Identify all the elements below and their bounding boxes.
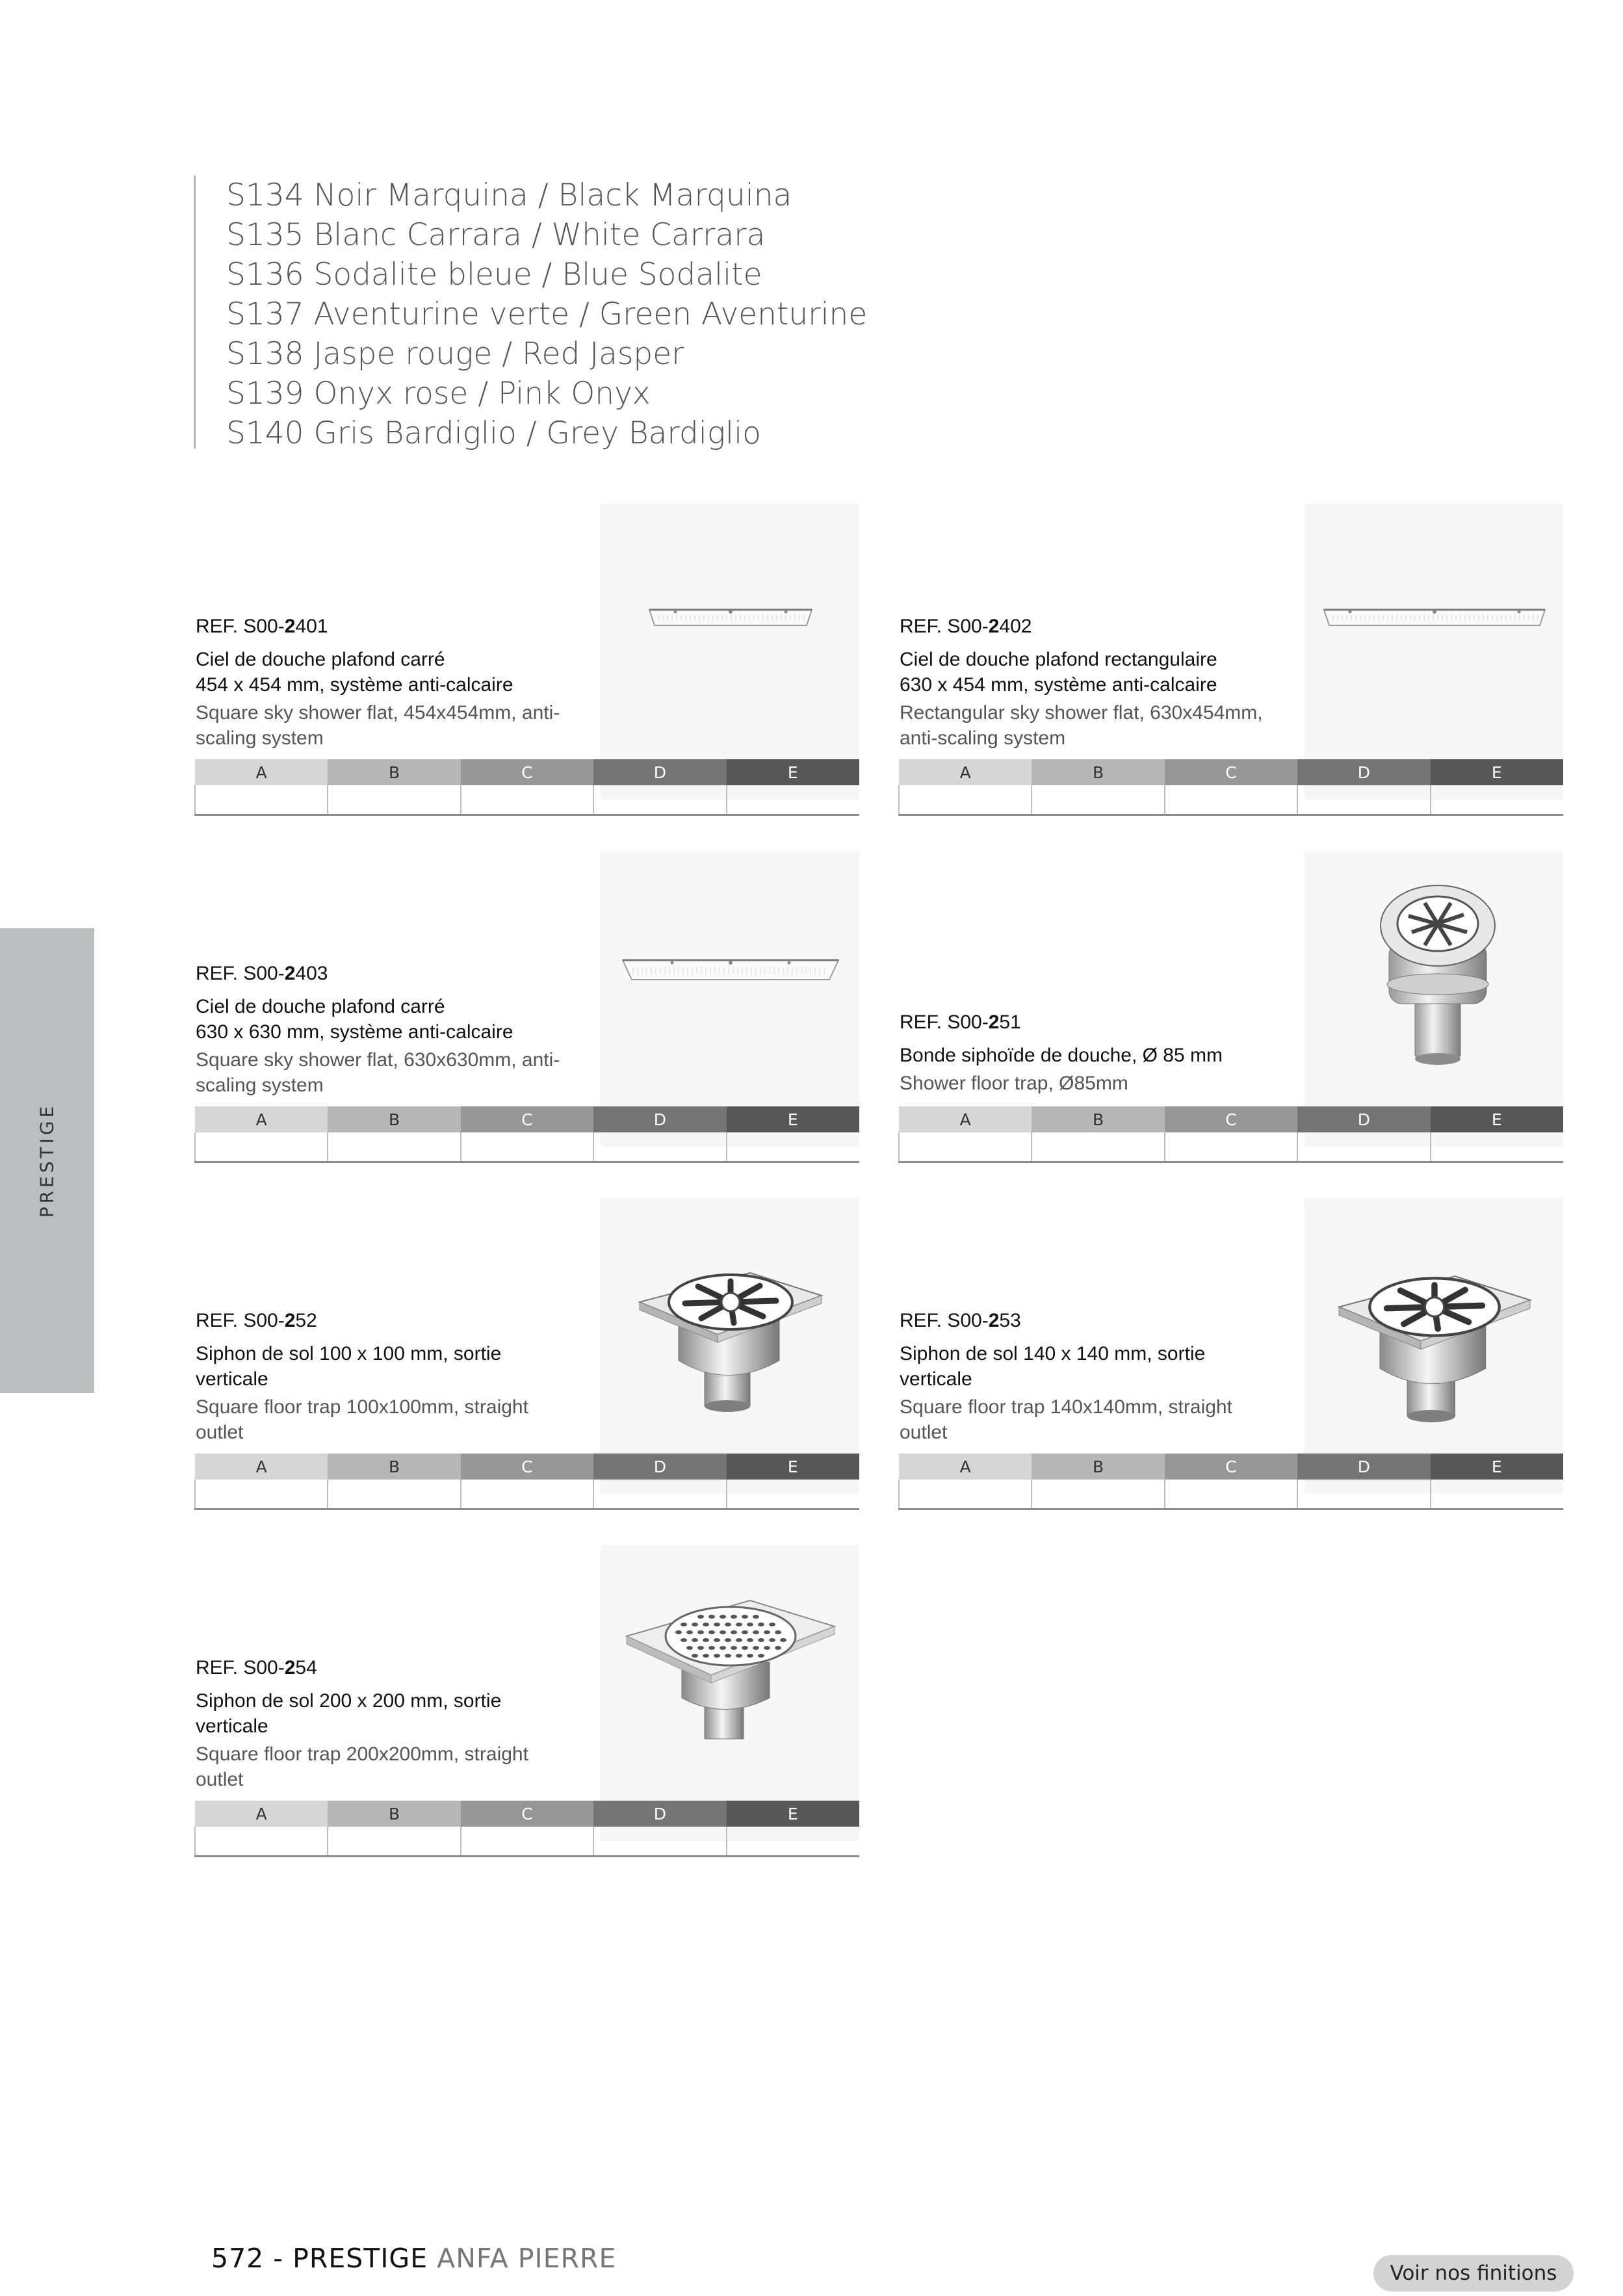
finish-item: S138 Jaspe rouge / Red Jasper (226, 336, 684, 372)
finish-cell (1032, 785, 1164, 815)
ref-suffix: 402 (999, 616, 1032, 637)
finish-column-header: C (461, 759, 593, 785)
ref-suffix: 54 (295, 1657, 317, 1678)
finish-item: S139 Onyx rose / Pink Onyx (226, 376, 651, 411)
finish-column-header: E (727, 759, 859, 785)
finish-cell (1032, 1132, 1164, 1162)
finish-column-header: C (461, 1106, 593, 1132)
product-ref (900, 614, 1290, 639)
ref-prefix: REF. S00- (196, 1657, 285, 1678)
finish-item: S135 Blanc Carrara / White Carrara (226, 217, 766, 253)
product-card (898, 504, 1563, 816)
finish-column-header: C (1165, 759, 1297, 785)
product-ref (196, 961, 586, 986)
product-name-en-line: outlet (196, 1422, 244, 1443)
product-name-en-line: anti-scaling system (900, 727, 1066, 749)
page-number: 572 (211, 2243, 265, 2274)
view-finishes-button[interactable]: Voir nos finitions (1373, 2255, 1574, 2291)
footer-separator: - (264, 2243, 293, 2274)
product-name-en-line: Shower floor trap, Ø85mm (900, 1073, 1128, 1094)
finish-column-header: E (1431, 759, 1563, 785)
finish-item: S140 Gris Bardiglio / Grey Bardiglio (226, 415, 761, 451)
finish-column-header: C (461, 1801, 593, 1827)
product-card (898, 851, 1563, 1163)
finish-value-row (195, 1132, 859, 1162)
product-name-fr (900, 647, 1290, 698)
finish-value-row (195, 1827, 859, 1857)
finish-column-header: C (1165, 1106, 1297, 1132)
finish-value-row (195, 1480, 859, 1509)
finish-cell (1165, 1480, 1297, 1509)
product-name-en (196, 1742, 586, 1792)
product-image (601, 1198, 859, 1494)
product-card (194, 851, 859, 1163)
collection-name: ANFA PIERRE (428, 2243, 617, 2274)
product-ref (196, 1309, 586, 1333)
product-ref (900, 1309, 1290, 1333)
finish-column-header: D (593, 1801, 726, 1827)
finish-table (194, 1454, 859, 1510)
product-name-en-line: outlet (900, 1422, 948, 1443)
product-name-fr (196, 647, 586, 698)
product-name-fr (900, 1043, 1290, 1068)
finish-cell (727, 1132, 859, 1162)
product-name-en (196, 700, 586, 751)
finish-cell (328, 785, 460, 815)
product-name-en-line: Square floor trap 140x140mm, straight (900, 1396, 1232, 1418)
finish-column-header: C (461, 1454, 593, 1480)
square-shower-head-icon (601, 504, 859, 800)
ref-bold-digit: 2 (284, 1657, 296, 1678)
finish-cell (461, 1132, 593, 1162)
product-name-en (900, 1394, 1290, 1445)
product-name-fr-line: 630 x 630 mm, système anti-calcaire (196, 1021, 513, 1043)
product-name-en (196, 1047, 586, 1098)
product-name-en-line: Square sky shower flat, 630x630mm, anti- (196, 1049, 560, 1071)
product-name-en-line: Rectangular sky shower flat, 630x454mm, (900, 702, 1263, 724)
finish-column-header: D (1297, 759, 1430, 785)
finish-cell (328, 1132, 460, 1162)
finish-cell (1431, 1480, 1563, 1509)
finish-column-header: A (195, 1454, 328, 1480)
product-name-fr-line: Ciel de douche plafond carré (196, 996, 445, 1017)
finish-column-header: D (1297, 1106, 1430, 1132)
finish-cell (593, 785, 726, 815)
product-name-en-line: Square sky shower flat, 454x454mm, anti- (196, 702, 560, 724)
finish-column-header: A (195, 1106, 328, 1132)
section-name: PRESTIGE (292, 2243, 428, 2274)
finish-cell (461, 1827, 593, 1857)
finish-item: S134 Noir Marquina / Black Marquina (226, 177, 792, 213)
finish-cell (727, 785, 859, 815)
finish-column-header: A (195, 759, 328, 785)
finish-header-row (195, 759, 859, 785)
ref-prefix: REF. S00- (196, 963, 285, 984)
square-shower-head-icon (601, 851, 859, 1147)
finish-header-row (195, 1801, 859, 1827)
finish-column-header: B (328, 1454, 460, 1480)
product-name-fr (196, 1688, 586, 1739)
ref-prefix: REF. S00- (196, 1310, 285, 1331)
product-image (1305, 504, 1563, 800)
finish-cell (195, 1480, 328, 1509)
finish-column-header: B (1032, 1106, 1164, 1132)
finish-column-header: C (1165, 1454, 1297, 1480)
finish-cell (1032, 1480, 1164, 1509)
product-image (601, 504, 859, 800)
product-name-en-line: scaling system (196, 1075, 324, 1096)
product-ref (196, 1656, 586, 1680)
finish-column-header: E (1431, 1106, 1563, 1132)
product-name-en-line: Square floor trap 200x200mm, straight (196, 1743, 528, 1765)
finish-header-row (899, 1106, 1563, 1132)
finish-cell (461, 785, 593, 815)
finish-value-row (899, 785, 1563, 815)
finish-cell (727, 1827, 859, 1857)
finish-cell (899, 1480, 1032, 1509)
ref-prefix: REF. S00- (900, 616, 989, 637)
product-name-en-line: Square floor trap 100x100mm, straight (196, 1396, 528, 1418)
finish-column-header: B (1032, 1454, 1164, 1480)
finish-cell (461, 1480, 593, 1509)
product-card (194, 1545, 859, 1857)
square-floor-trap-icon (601, 1198, 859, 1494)
finish-column-header: D (593, 759, 726, 785)
product-name-en-line: outlet (196, 1769, 244, 1790)
ref-suffix: 403 (295, 963, 328, 984)
finish-column-header: B (328, 1106, 460, 1132)
finish-table (898, 1454, 1563, 1510)
finish-cell (195, 1132, 328, 1162)
ref-bold-digit: 2 (284, 1310, 296, 1331)
finish-item: S136 Sodalite bleue / Blue Sodalite (226, 257, 762, 293)
finish-cell (328, 1480, 460, 1509)
finish-cell (1297, 785, 1430, 815)
finish-column-header: E (727, 1454, 859, 1480)
finish-cell (1165, 785, 1297, 815)
finish-column-header: D (593, 1454, 726, 1480)
finish-table (194, 1106, 859, 1163)
ref-suffix: 52 (295, 1310, 317, 1331)
finish-cell (899, 785, 1032, 815)
finish-header-row (899, 1454, 1563, 1480)
finish-column-header: B (328, 759, 460, 785)
side-tab-label: PRESTIGE (36, 1102, 58, 1218)
ref-prefix: REF. S00- (196, 616, 285, 637)
ref-suffix: 401 (295, 616, 328, 637)
ref-bold-digit: 2 (988, 1310, 1000, 1331)
finish-list (194, 176, 867, 449)
finish-column-header: A (195, 1801, 328, 1827)
ref-bold-digit: 2 (988, 616, 1000, 637)
product-card (194, 504, 859, 816)
product-name-en (196, 1394, 586, 1445)
product-name-fr-line: verticale (196, 1715, 268, 1737)
product-ref (196, 614, 586, 639)
product-name-fr-line: Siphon de sol 100 x 100 mm, sortie (196, 1343, 502, 1364)
finish-cell (727, 1480, 859, 1509)
product-name-en (900, 700, 1290, 751)
product-ref (900, 1010, 1290, 1035)
ref-bold-digit: 2 (284, 616, 296, 637)
ref-suffix: 53 (999, 1310, 1021, 1331)
product-card (194, 1198, 859, 1510)
finish-cell (195, 1827, 328, 1857)
product-image (601, 851, 859, 1147)
finish-column-header: B (328, 1801, 460, 1827)
product-name-fr-line: Ciel de douche plafond carré (196, 649, 445, 670)
product-card (898, 1198, 1563, 1510)
product-name-fr-line: Siphon de sol 140 x 140 mm, sortie (900, 1343, 1206, 1364)
finish-column-header: B (1032, 759, 1164, 785)
product-image (1305, 1198, 1563, 1494)
finish-header-row (195, 1106, 859, 1132)
finish-cell (593, 1480, 726, 1509)
round-shower-trap-icon (1305, 851, 1563, 1147)
finish-cell (1297, 1132, 1430, 1162)
finish-header-row (899, 759, 1563, 785)
finish-cell (1297, 1480, 1430, 1509)
finish-value-row (899, 1480, 1563, 1509)
product-name-fr-line: verticale (196, 1368, 268, 1390)
product-name-fr-line: Bonde siphoïde de douche, Ø 85 mm (900, 1045, 1223, 1066)
perforated-floor-trap-icon (601, 1545, 859, 1841)
product-name-fr-line: Ciel de douche plafond rectangulaire (900, 649, 1217, 670)
ref-suffix: 51 (999, 1011, 1021, 1033)
page-footer (211, 2243, 616, 2274)
product-name-fr (196, 1341, 586, 1392)
finish-cell (593, 1827, 726, 1857)
product-name-fr-line: Siphon de sol 200 x 200 mm, sortie (196, 1690, 502, 1712)
finish-cell (1431, 1132, 1563, 1162)
finish-value-row (195, 785, 859, 815)
finish-column-header: D (593, 1106, 726, 1132)
ref-bold-digit: 2 (988, 1011, 1000, 1033)
finish-column-header: E (727, 1106, 859, 1132)
product-name-fr (900, 1341, 1290, 1392)
product-name-fr-line: verticale (900, 1368, 972, 1390)
finish-column-header: E (727, 1801, 859, 1827)
finish-value-row (899, 1132, 1563, 1162)
finish-column-header: D (1297, 1454, 1430, 1480)
product-name-fr-line: 454 x 454 mm, système anti-calcaire (196, 674, 513, 696)
finish-cell (899, 1132, 1032, 1162)
ref-prefix: REF. S00- (900, 1310, 989, 1331)
finish-column-header: A (899, 1106, 1032, 1132)
finish-cell (593, 1132, 726, 1162)
finish-cell (1165, 1132, 1297, 1162)
finish-cell (328, 1827, 460, 1857)
square-floor-trap-icon (1305, 1198, 1563, 1494)
product-image (1305, 851, 1563, 1147)
finish-table (194, 1801, 859, 1857)
product-name-en (900, 1071, 1290, 1096)
ref-prefix: REF. S00- (900, 1011, 989, 1033)
ref-bold-digit: 2 (284, 963, 296, 984)
rectangular-shower-head-icon (1305, 504, 1563, 800)
finish-column-header: E (1431, 1454, 1563, 1480)
product-name-fr-line: 630 x 454 mm, système anti-calcaire (900, 674, 1217, 696)
finish-header-row (195, 1454, 859, 1480)
finish-item: S137 Aventurine verte / Green Aventurine (226, 296, 868, 332)
finish-column-header: A (899, 759, 1032, 785)
finish-table (194, 759, 859, 816)
finish-cell (1431, 785, 1563, 815)
product-image (601, 1545, 859, 1841)
finish-table (898, 1106, 1563, 1163)
finish-column-header: A (899, 1454, 1032, 1480)
product-name-en-line: scaling system (196, 727, 324, 749)
finish-table (898, 759, 1563, 816)
finish-cell (195, 785, 328, 815)
product-name-fr (196, 994, 586, 1045)
